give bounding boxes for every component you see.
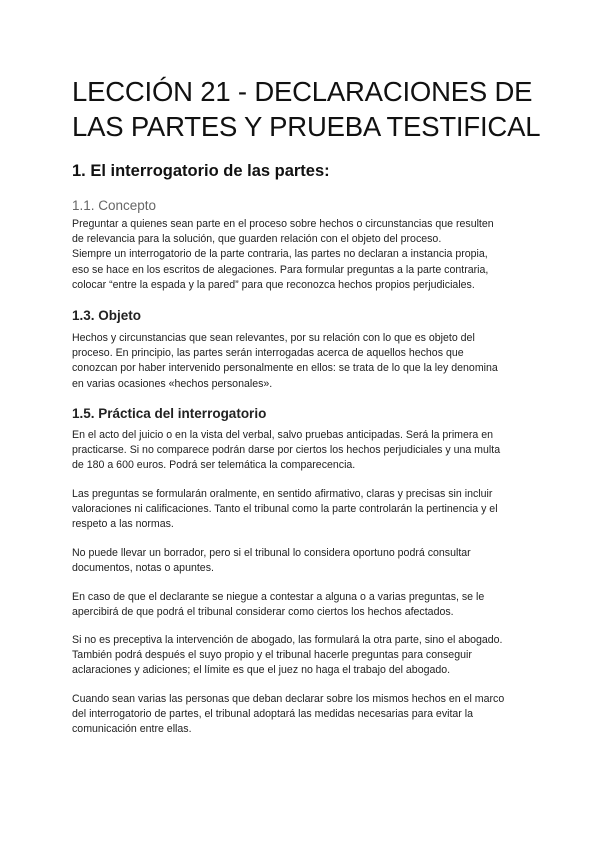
text-line: comunicación entre ellas. xyxy=(72,723,192,736)
text-line: Preguntar a quienes sean parte en el proceso sobre hechos o circunstancias que resulten xyxy=(72,218,494,230)
document-title xyxy=(72,74,542,144)
text-line: de relevancia para la solución, que guarden relación con el objeto del proceso. xyxy=(72,233,442,246)
text-line: Cuando sean varias las personas que deban declarar sobre los mismos hechos en el marco xyxy=(72,693,505,705)
paragraph-practica-2 xyxy=(72,487,534,533)
paragraph-practica-5 xyxy=(72,633,534,679)
text-line: Siempre un interrogatorio de la parte contraria, las partes no declaran a instancia propia, xyxy=(72,248,488,261)
text-line: Si no es preceptiva la intervención de abogado, las formulará la otra parte, sino el abogado. xyxy=(72,634,503,646)
paragraph-practica-6 xyxy=(72,692,534,738)
text-line: colocar “entre la espada y la pared” para que reconozca hechos propios perjudiciales. xyxy=(72,278,475,291)
paragraph-concepto xyxy=(72,217,534,293)
text-line: También podrá después el suyo propio y el tribunal hacerle preguntas para conseguir xyxy=(72,649,472,662)
text-line: practicarse. Si no comparece podrán darse por ciertos los hechos perjudiciales y una multa xyxy=(72,444,501,457)
title-line-1: LECCIÓN 21 - DECLARACIONES DE xyxy=(72,76,533,107)
text-line: valoraciones ni calificaciones. Tanto el tribunal como la parte controlarán la pertinencia y el xyxy=(72,503,498,516)
text-line: documentos, notas o apuntes. xyxy=(72,562,214,575)
text-line: No puede llevar un borrador, pero si el tribunal lo considera oportuno podrá consultar xyxy=(72,547,471,559)
text-line: en varias ocasiones «hechos personales». xyxy=(72,377,273,390)
paragraph-practica-4 xyxy=(72,590,534,620)
paragraph-objeto xyxy=(72,331,534,392)
text-line: eso se hace en los escritos de alegaciones. Para formular preguntas a la parte contraria, xyxy=(72,263,489,276)
subheading-concepto: 1.1. Concepto xyxy=(72,198,157,213)
text-line: En el acto del juicio o en la vista del verbal, salvo pruebas anticipadas. Será la primera en xyxy=(72,429,494,441)
text-line: proceso. En principio, las partes serán interrogadas acerca de aquellos hechos que xyxy=(72,347,464,360)
section-heading-interrogatorio: 1. El interrogatorio de las partes: xyxy=(72,162,330,180)
title-line-2: LAS PARTES Y PRUEBA TESTIFICAL xyxy=(72,111,541,142)
text-line: Hechos y circunstancias que sean relevantes, por su relación con lo que es objeto del xyxy=(72,332,475,344)
paragraph-practica-3 xyxy=(72,546,534,576)
text-line: respeto a las normas. xyxy=(72,518,174,531)
text-line: En caso de que el declarante se niegue a contestar a alguna o a varias preguntas, se le xyxy=(72,591,485,603)
subheading-objeto: 1.3. Objeto xyxy=(72,308,142,323)
text-line: Las preguntas se formularán oralmente, en sentido afirmativo, claras y precisas sin incluir xyxy=(72,488,493,500)
paragraph-practica-1 xyxy=(72,428,534,474)
subheading-practica: 1.5. Práctica del interrogatorio xyxy=(72,406,267,421)
text-line: conozcan por haber intervenido personalmente en ellos: se trata de lo que la ley denomina xyxy=(72,362,498,375)
text-line: de 180 a 600 euros. Podrá ser telemática la comparecencia. xyxy=(72,459,356,472)
text-line: apercibirá de que podrá el tribunal considerar como ciertos los hechos afectados. xyxy=(72,606,454,619)
text-line: aclaraciones y adiciones; el límite es que el juez no haga el trabajo del abogado. xyxy=(72,664,451,677)
text-line: del interrogatorio de partes, el tribunal adoptará las medidas necesarias para evitar la xyxy=(72,708,474,721)
